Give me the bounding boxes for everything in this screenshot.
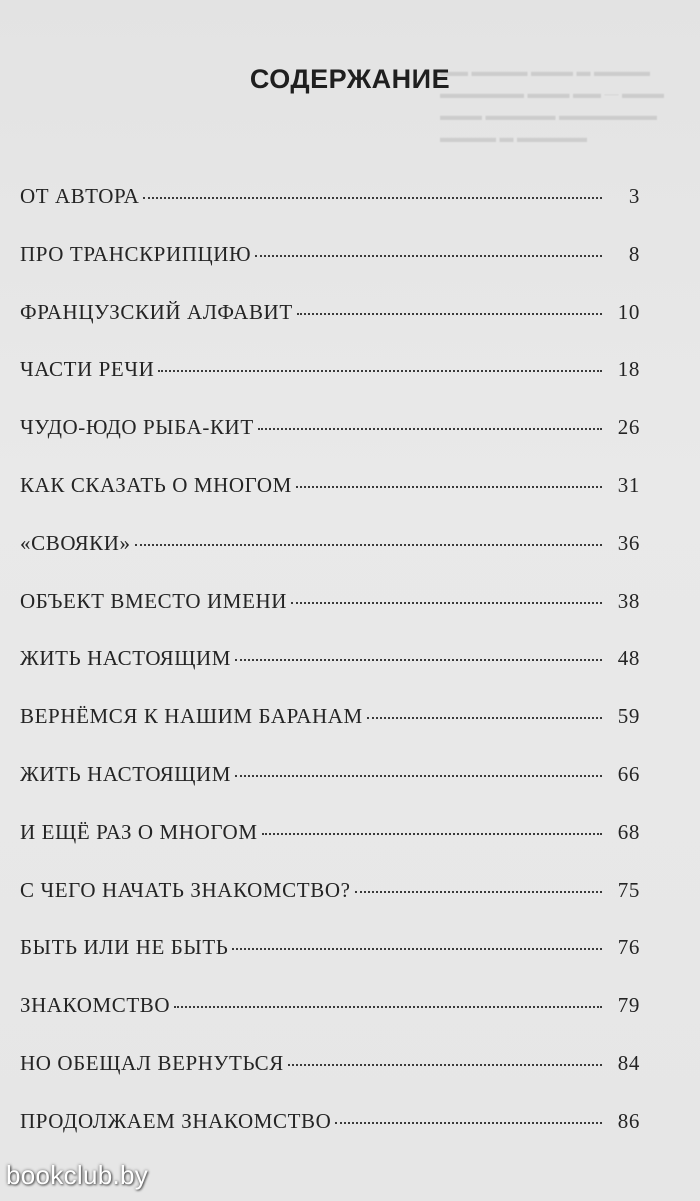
- toc-entry: [20, 646, 640, 704]
- toc-entry-page-number: 84: [617, 1050, 640, 1075]
- toc-entry-title: «СВОЯКИ»: [20, 530, 131, 555]
- toc-entry-page-number: 18: [617, 357, 640, 382]
- bleed-through-text: ▬▬ ▬▬▬▬ ▬▬▬ ▬ ▬▬▬▬ ▬▬▬▬▬▬ ▬▬▬ ▬▬ — ▬▬▬ ▬▬▬ ▬▬▬▬▬ ▬▬▬▬▬▬▬ ▬▬▬▬ ▬ ▬▬▬▬▬: [440, 65, 664, 146]
- toc-entry-page-number: 3: [628, 184, 640, 208]
- page-title: СОДЕРЖАНИЕ: [249, 64, 451, 94]
- toc-dot-leader: [262, 833, 602, 835]
- toc-entry-page-number: 8: [628, 241, 640, 266]
- toc-entry-page-number: 10: [617, 299, 640, 324]
- toc-dot-leader: [158, 370, 602, 372]
- toc-dot-leader: [174, 1006, 602, 1008]
- toc-entry: [20, 704, 640, 762]
- toc-dot-leader: [235, 659, 602, 661]
- toc-entry-title: ПРОДОЛЖАЕМ ЗНАКОМСТВО: [20, 1108, 332, 1133]
- toc-dot-leader: [367, 717, 602, 719]
- toc-entry-title: БЫТЬ ИЛИ НЕ БЫТЬ: [20, 935, 229, 960]
- toc-dot-leader: [232, 948, 602, 950]
- toc-entry: [20, 184, 640, 242]
- toc-dot-leader: [335, 1122, 602, 1124]
- toc-entry: [20, 1109, 640, 1167]
- toc-entry-title: ФРАНЦУЗСКИЙ АЛФАВИТ: [20, 299, 293, 324]
- toc-entry: [20, 1051, 640, 1109]
- toc-entry-title: ЖИТЬ НАСТОЯЩИМ: [20, 761, 232, 786]
- toc-entry-title: КАК СКАЗАТЬ О МНОГОМ: [20, 472, 292, 497]
- toc-entry: [20, 820, 640, 878]
- toc-entry: [20, 531, 640, 589]
- toc-dot-leader: [291, 602, 602, 604]
- toc-entry-title: ПРО ТРАНСКРИПЦИЮ: [20, 241, 252, 266]
- toc-dot-leader: [255, 255, 602, 257]
- toc-dot-leader: [235, 775, 602, 777]
- toc-dot-leader: [135, 544, 602, 546]
- toc-entry-page-number: 66: [617, 761, 640, 786]
- toc-entry-title: ЧУДО-ЮДО РЫБА-КИТ: [20, 415, 254, 440]
- toc-dot-leader: [296, 486, 602, 488]
- toc-entry-title: ОБЪЕКТ ВМЕСТО ИМЕНИ: [20, 588, 288, 613]
- toc-entry-page-number: 26: [617, 415, 640, 440]
- toc-entry-page-number: 36: [617, 530, 640, 555]
- toc-entry: [20, 473, 640, 531]
- toc-entry: [20, 357, 640, 415]
- toc-entry-page-number: 31: [617, 472, 640, 497]
- toc-entry-title: ВЕРНЁМСЯ К НАШИМ БАРАНАМ: [20, 704, 363, 729]
- toc-dot-leader: [355, 891, 602, 893]
- toc-entry: [20, 993, 640, 1051]
- toc-entry-page-number: 48: [617, 646, 640, 671]
- toc-dot-leader: [258, 428, 602, 430]
- toc-entry-title: ЧАСТИ РЕЧИ: [20, 357, 155, 382]
- toc-entry-page-number: 86: [617, 1108, 640, 1133]
- toc-entry: [20, 589, 640, 647]
- toc-entry-title: ЖИТЬ НАСТОЯЩИМ: [20, 646, 232, 671]
- table-of-contents: [20, 184, 640, 1167]
- toc-dot-leader: [288, 1064, 602, 1066]
- toc-entry: [20, 300, 640, 358]
- toc-entry-title: НО ОБЕЩАЛ ВЕРНУТЬСЯ: [20, 1050, 284, 1075]
- toc-entry-page-number: 68: [617, 819, 640, 844]
- toc-entry-title: С ЧЕГО НАЧАТЬ ЗНАКОМСТВО?: [20, 877, 351, 902]
- toc-entry-page-number: 59: [617, 704, 640, 729]
- toc-entry-title: ЗНАКОМСТВО: [20, 993, 171, 1018]
- toc-dot-leader: [143, 197, 602, 199]
- toc-entry-title: И ЕЩЁ РАЗ О МНОГОМ: [20, 819, 258, 844]
- toc-entry: [20, 935, 640, 993]
- toc-entry-page-number: 79: [617, 993, 640, 1018]
- toc-dot-leader: [297, 313, 602, 315]
- toc-entry: [20, 415, 640, 473]
- toc-entry-title: ОТ АВТОРА: [20, 184, 140, 208]
- toc-entry-page-number: 38: [617, 588, 640, 613]
- toc-entry: [20, 878, 640, 936]
- toc-entry-page-number: 76: [617, 935, 640, 960]
- toc-entry-page-number: 75: [617, 877, 640, 902]
- watermark: bookclub.by: [6, 1160, 149, 1190]
- toc-entry: [20, 762, 640, 820]
- toc-entry: [20, 242, 640, 300]
